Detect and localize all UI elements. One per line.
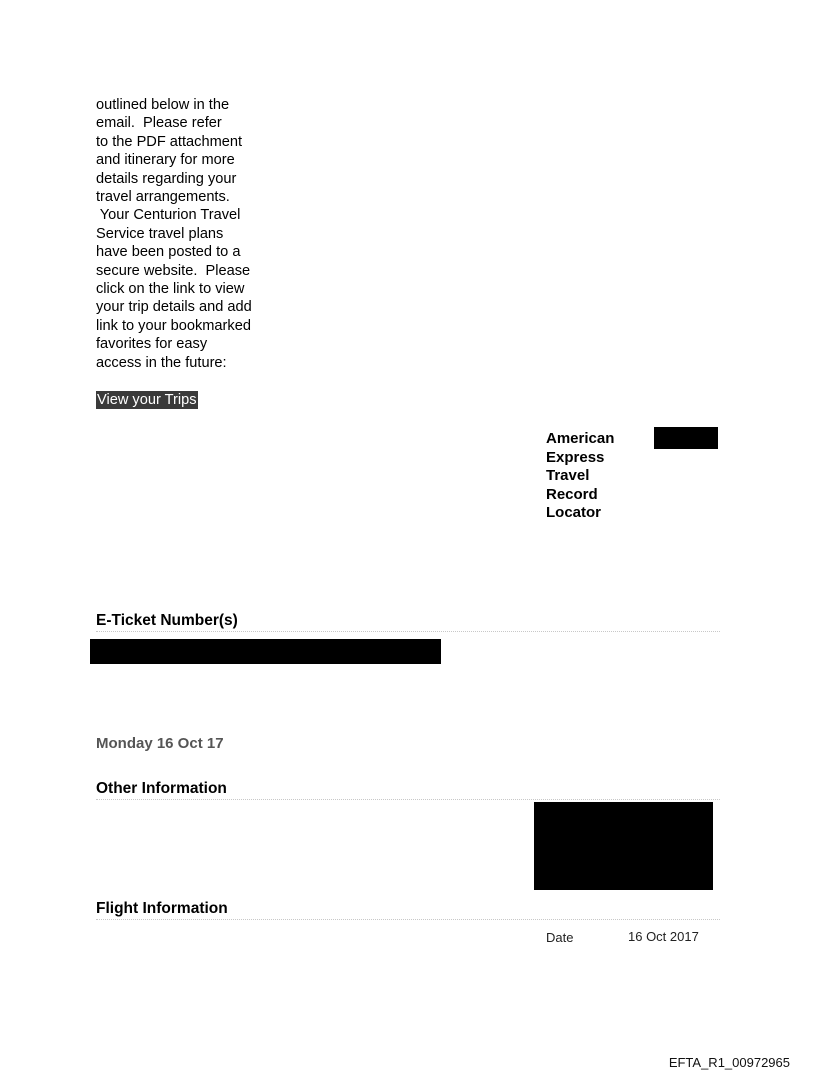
record-locator-line: Express	[546, 448, 605, 466]
record-locator-line: Record	[546, 485, 598, 503]
intro-line: Your Centurion Travel	[96, 207, 241, 224]
eticket-section-header: E-Ticket Number(s)	[96, 612, 720, 632]
record-locator-line: Locator	[546, 504, 602, 521]
intro-line: outlined below in the	[96, 97, 230, 113]
intro-line: to the PDF attachment	[96, 133, 243, 150]
view-trips-link[interactable]: View your Trips	[97, 392, 197, 408]
intro-line: link to your bookmarked	[96, 317, 251, 334]
day-header: Monday 16 Oct 17	[96, 735, 224, 752]
flight-information-header: Flight Information	[96, 900, 720, 920]
intro-line: favorites for easy	[96, 336, 208, 353]
record-locator-line: Travel	[546, 467, 590, 484]
flight-date-label: Date	[546, 930, 574, 945]
intro-line: access in the future:	[96, 354, 227, 371]
redacted-eticket-numbers	[90, 639, 441, 664]
redacted-other-information	[534, 802, 713, 890]
redacted-record-locator	[654, 427, 718, 449]
intro-line: email. Please refer	[96, 115, 222, 132]
intro-line: travel arrangements.	[96, 189, 230, 206]
record-locator-line: American	[546, 430, 615, 447]
intro-paragraph	[96, 96, 276, 372]
intro-line: and itinerary for more	[96, 152, 235, 169]
record-locator-label	[546, 430, 614, 523]
document-id-footer: EFTA_R1_00972965	[668, 1055, 790, 1070]
other-information-header: Other Information	[96, 780, 720, 800]
intro-line: have been posted to a	[96, 244, 241, 261]
intro-line: secure website. Please	[96, 262, 251, 279]
intro-line: details regarding your	[96, 170, 237, 187]
intro-line: Service travel plans	[96, 225, 224, 242]
intro-line: click on the link to view	[96, 281, 245, 298]
intro-line: your trip details and add	[96, 299, 252, 316]
flight-date-value: 16 Oct 2017	[628, 929, 699, 944]
